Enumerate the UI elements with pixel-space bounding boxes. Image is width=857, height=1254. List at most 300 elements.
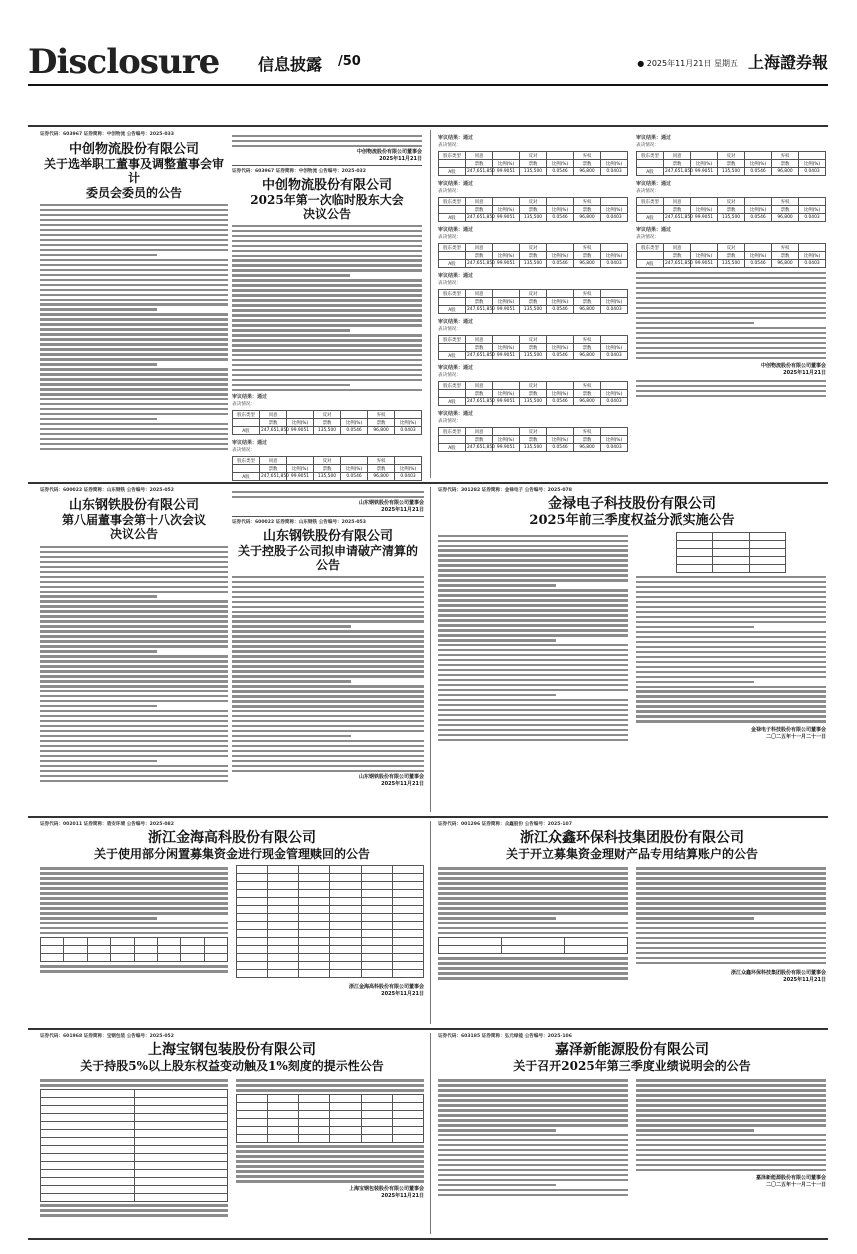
text-line bbox=[40, 591, 228, 593]
vote-cell bbox=[601, 244, 628, 252]
vote-cell: 247,651,850 bbox=[467, 215, 495, 220]
text-line bbox=[232, 145, 422, 147]
text-line bbox=[636, 1169, 826, 1171]
vote-cell: 票数 bbox=[574, 390, 601, 398]
vote-cell: 股东类型 bbox=[233, 457, 260, 465]
vote-cell: 0.0546 bbox=[745, 260, 772, 268]
text-line bbox=[636, 1124, 826, 1126]
text-line bbox=[438, 977, 628, 979]
vote-cell: 比例(%) bbox=[341, 465, 368, 473]
vote-cell: 99.9051 bbox=[493, 352, 520, 360]
vote-cell: 票数 bbox=[314, 419, 341, 427]
text-line bbox=[438, 579, 628, 581]
vote-cell bbox=[799, 198, 826, 206]
text-line bbox=[438, 704, 628, 706]
text-line bbox=[438, 619, 628, 621]
text-line bbox=[438, 674, 628, 676]
text-line bbox=[232, 720, 424, 722]
text-line bbox=[40, 403, 228, 405]
text-line bbox=[40, 675, 228, 677]
text-line bbox=[40, 1084, 228, 1086]
text-line bbox=[232, 354, 422, 356]
text-line bbox=[636, 937, 826, 939]
vote-cell: 比例(%) bbox=[691, 206, 718, 214]
text-line bbox=[636, 616, 826, 618]
vote-cell: A股 bbox=[637, 214, 664, 222]
text-line bbox=[40, 274, 228, 276]
vote-cell bbox=[439, 160, 466, 168]
text-line bbox=[232, 255, 422, 257]
text-line bbox=[232, 299, 422, 301]
announcement-shandong-liquidation bbox=[232, 488, 424, 812]
text-line bbox=[636, 282, 826, 284]
vote-cell: A股 bbox=[439, 214, 466, 222]
text-line bbox=[40, 423, 228, 425]
text-line bbox=[40, 970, 228, 972]
vote-cell: A股 bbox=[637, 260, 664, 268]
text-line bbox=[40, 917, 157, 919]
text-line bbox=[232, 576, 424, 578]
text-line bbox=[636, 601, 826, 603]
vote-cell bbox=[691, 198, 718, 206]
text-line bbox=[636, 342, 826, 344]
vote-cell: 99.9051 bbox=[493, 168, 520, 176]
vote-cell: 比例(%) bbox=[691, 252, 718, 260]
signer: 上海宝钢包装股份有限公司董事会 bbox=[348, 1185, 424, 1192]
text-line bbox=[438, 644, 628, 646]
text-line bbox=[40, 338, 228, 340]
announcement-body bbox=[438, 957, 628, 979]
text-line bbox=[438, 689, 628, 691]
text-line bbox=[232, 725, 424, 727]
vote-cell: 99.9051 bbox=[493, 214, 520, 222]
announcement-body bbox=[40, 1079, 228, 1086]
text-line bbox=[236, 1155, 424, 1157]
stock-code-line: 证券代码：603967 证券简称：中创物流 公告编号：2025-033 bbox=[40, 132, 174, 137]
shareholder-table bbox=[676, 532, 786, 573]
sign-date: 2025年11月21日 bbox=[783, 977, 826, 984]
text-line bbox=[636, 671, 826, 673]
text-line bbox=[40, 965, 228, 967]
vote-cell: 比例(%) bbox=[287, 465, 314, 473]
text-line bbox=[636, 287, 826, 289]
text-line bbox=[438, 872, 628, 874]
vote-cell: 99.9051 bbox=[493, 306, 520, 314]
text-line bbox=[438, 1089, 628, 1091]
text-line bbox=[636, 1109, 826, 1111]
text-line bbox=[40, 259, 228, 261]
text-line bbox=[40, 705, 157, 707]
vote-cell: 弃权 bbox=[368, 457, 395, 465]
text-line bbox=[40, 887, 228, 889]
text-line bbox=[438, 719, 628, 721]
vote-cell bbox=[439, 298, 466, 306]
text-line bbox=[636, 636, 826, 638]
vote-cell: 比例(%) bbox=[745, 252, 772, 260]
text-line bbox=[232, 491, 424, 493]
vote-cell bbox=[547, 428, 574, 436]
text-line bbox=[438, 659, 628, 661]
text-line bbox=[40, 690, 228, 692]
text-line bbox=[636, 1159, 826, 1161]
vote-cell: 96,800 bbox=[574, 444, 601, 452]
vote-cell: 96,800 bbox=[772, 168, 799, 176]
text-line bbox=[40, 660, 228, 662]
vote-cell: 票数 bbox=[574, 206, 601, 214]
vote-cell bbox=[799, 152, 826, 160]
text-line bbox=[232, 334, 422, 336]
text-line bbox=[438, 887, 628, 889]
text-line bbox=[636, 312, 826, 314]
stock-code-line: 证券代码：600022 证券简称：山东钢铁 公告编号：2025-052 bbox=[40, 488, 174, 493]
vote-result-table bbox=[438, 427, 628, 452]
text-line bbox=[636, 581, 826, 583]
vote-cell: 弃权 bbox=[574, 152, 601, 160]
text-line bbox=[40, 363, 157, 365]
text-line bbox=[438, 917, 556, 919]
column-divider bbox=[430, 1033, 431, 1234]
vote-cell bbox=[799, 244, 826, 252]
vote-cell: 股东类型 bbox=[637, 152, 664, 160]
vote-cell: A股 bbox=[439, 260, 466, 268]
text-line bbox=[636, 656, 826, 658]
text-line bbox=[438, 882, 628, 884]
text-line bbox=[40, 1209, 228, 1211]
vote-results-column-b bbox=[636, 132, 826, 476]
vote-cell: 比例(%) bbox=[493, 252, 520, 260]
vote-cell: 同意 bbox=[260, 457, 287, 465]
vote-cell: 135,500 bbox=[520, 444, 547, 452]
text-line bbox=[232, 665, 424, 667]
vote-cell: 票数 bbox=[574, 252, 601, 260]
vote-cell bbox=[637, 252, 664, 260]
vote-cell: 同意 bbox=[466, 382, 493, 390]
vote-cell: 票数 bbox=[574, 160, 601, 168]
text-line bbox=[636, 357, 826, 359]
text-line bbox=[40, 735, 228, 737]
text-line bbox=[40, 219, 228, 221]
text-line bbox=[40, 383, 228, 385]
vote-result-table bbox=[636, 243, 826, 268]
announcement-title: 2025年前三季度权益分派实施公告 bbox=[529, 512, 735, 528]
text-line bbox=[236, 1150, 424, 1152]
vote-cell: 票数 bbox=[466, 436, 493, 444]
text-line bbox=[40, 428, 228, 430]
text-line bbox=[232, 284, 422, 286]
text-line bbox=[40, 680, 228, 682]
text-line bbox=[40, 740, 228, 742]
text-line bbox=[636, 695, 826, 697]
text-line bbox=[232, 319, 422, 321]
vote-result-table bbox=[438, 151, 628, 176]
announcement-body bbox=[438, 867, 628, 934]
text-line bbox=[40, 720, 228, 722]
text-line bbox=[636, 352, 826, 354]
vote-cell: 247,651,850 bbox=[665, 169, 693, 174]
vote-cell: 股东类型 bbox=[439, 428, 466, 436]
text-line bbox=[232, 250, 422, 252]
column-divider bbox=[430, 821, 431, 1024]
text-line bbox=[40, 1214, 228, 1216]
text-line bbox=[40, 892, 228, 894]
text-line bbox=[636, 1079, 826, 1081]
text-line bbox=[232, 670, 424, 672]
text-line bbox=[438, 1109, 628, 1111]
text-line bbox=[40, 615, 228, 617]
text-line bbox=[232, 279, 422, 281]
text-line bbox=[40, 204, 228, 206]
vote-cell: 票数 bbox=[520, 206, 547, 214]
text-line bbox=[40, 872, 228, 874]
text-line bbox=[438, 694, 556, 696]
vote-cell: 票数 bbox=[520, 160, 547, 168]
text-line bbox=[232, 240, 422, 242]
sign-date: 2025年11月21日 bbox=[381, 1192, 424, 1199]
text-line bbox=[636, 942, 826, 944]
page-bottom-rule bbox=[28, 1238, 828, 1240]
text-line bbox=[232, 304, 422, 306]
text-line bbox=[232, 685, 424, 687]
vote-caption: 审议结果：通过 bbox=[232, 394, 268, 401]
vote-cell: 135,500 bbox=[520, 260, 547, 268]
vote-caption: 审议结果：通过 bbox=[438, 273, 474, 279]
vote-cell: 比例(%) bbox=[745, 160, 772, 168]
text-line bbox=[636, 700, 826, 702]
vote-cell bbox=[493, 428, 520, 436]
text-line bbox=[232, 640, 424, 642]
vote-cell: 比例(%) bbox=[547, 206, 574, 214]
text-line bbox=[636, 317, 826, 319]
text-line bbox=[636, 292, 826, 294]
vote-cell: 票数 bbox=[574, 344, 601, 352]
text-line bbox=[40, 284, 228, 286]
announcement-jinhai-redemption bbox=[40, 822, 424, 1024]
text-line bbox=[636, 1129, 754, 1131]
vote-cell: 弃权 bbox=[574, 382, 601, 390]
text-line bbox=[40, 902, 228, 904]
text-line bbox=[636, 385, 826, 387]
company-name: 山东钢铁股份有限公司 bbox=[68, 498, 199, 513]
company-name: 山东钢铁股份有限公司 bbox=[262, 528, 393, 544]
text-line bbox=[438, 1084, 628, 1086]
text-line bbox=[232, 359, 422, 361]
section-divider bbox=[28, 1028, 828, 1030]
vote-check-label: 表决情况： bbox=[438, 235, 461, 240]
vote-cell: 135,500 bbox=[314, 473, 341, 481]
text-line bbox=[40, 780, 228, 782]
vote-cell: 0.0546 bbox=[547, 260, 574, 268]
company-name: 金禄电子科技股份有限公司 bbox=[548, 496, 716, 512]
announcement-body bbox=[236, 1079, 424, 1091]
text-line bbox=[438, 1144, 628, 1146]
announcement-title: 2025年第一次临时股东大会 bbox=[250, 193, 404, 208]
column-divider bbox=[430, 130, 431, 478]
text-line bbox=[232, 690, 424, 692]
vote-cell bbox=[547, 152, 574, 160]
text-line bbox=[40, 665, 228, 667]
vote-cell: 0.0546 bbox=[547, 352, 574, 360]
text-line bbox=[232, 369, 422, 371]
issue-date: ● 2025年11月21日 星期五 bbox=[637, 59, 738, 68]
vote-table bbox=[438, 318, 628, 360]
vote-cell bbox=[439, 436, 466, 444]
vote-cell bbox=[493, 152, 520, 160]
text-line bbox=[636, 892, 826, 894]
text-line bbox=[40, 907, 228, 909]
vote-cell: 99.9051 bbox=[691, 214, 718, 222]
redemption-table bbox=[40, 937, 228, 962]
text-line bbox=[40, 765, 228, 767]
text-line bbox=[438, 1094, 628, 1096]
vote-cell: 比例(%) bbox=[601, 252, 628, 260]
text-line bbox=[438, 549, 628, 551]
text-line bbox=[40, 343, 228, 345]
vote-result-table bbox=[636, 151, 826, 176]
text-line bbox=[636, 927, 826, 929]
vote-cell: 0.0403 bbox=[601, 260, 628, 268]
text-line bbox=[40, 605, 228, 607]
text-line bbox=[40, 927, 228, 929]
vote-cell bbox=[547, 290, 574, 298]
text-line bbox=[232, 630, 424, 632]
vote-cell bbox=[547, 198, 574, 206]
vote-cell: 96,800 bbox=[772, 260, 799, 268]
vote-cell: 135,500 bbox=[520, 306, 547, 314]
vote-cell: 96,800 bbox=[574, 214, 601, 222]
text-line bbox=[438, 1104, 628, 1106]
vote-cell: 135,500 bbox=[718, 260, 745, 268]
text-line bbox=[40, 378, 228, 380]
vote-cell bbox=[691, 152, 718, 160]
sign-date: 2025年11月21日 bbox=[783, 370, 826, 377]
text-line bbox=[232, 645, 424, 647]
text-line bbox=[232, 309, 422, 311]
vote-cell: 135,500 bbox=[718, 168, 745, 176]
column-divider bbox=[430, 487, 431, 812]
vote-cell bbox=[601, 336, 628, 344]
text-line bbox=[40, 867, 228, 869]
announcement-title: 关于选举职工董事及调整董事会审计 bbox=[43, 157, 224, 186]
vote-cell: 同意 bbox=[466, 290, 493, 298]
vote-cell: 135,500 bbox=[520, 168, 547, 176]
vote-cell bbox=[493, 290, 520, 298]
text-line bbox=[40, 244, 228, 246]
separator bbox=[232, 516, 424, 517]
text-line bbox=[438, 1179, 628, 1181]
text-line bbox=[438, 1154, 628, 1156]
vote-cell: 比例(%) bbox=[799, 206, 826, 214]
vote-cell: 股东类型 bbox=[439, 152, 466, 160]
text-line bbox=[636, 872, 826, 874]
text-line bbox=[438, 714, 628, 716]
text-line bbox=[232, 496, 424, 498]
vote-cell bbox=[601, 428, 628, 436]
vote-caption: 审议结果：通过 bbox=[438, 227, 474, 233]
sign-date: 二〇二五年十一月二十一日 bbox=[765, 733, 826, 740]
text-line bbox=[232, 339, 422, 341]
text-line bbox=[636, 962, 826, 964]
text-line bbox=[438, 892, 628, 894]
vote-cell: 同意 bbox=[466, 244, 493, 252]
text-line bbox=[438, 927, 628, 929]
announcement-body bbox=[40, 867, 228, 934]
announcement-title: 关于控股子公司拟申请破产清算的 bbox=[237, 544, 418, 559]
vote-cell: 反对 bbox=[520, 428, 547, 436]
vote-caption: 审议结果：通过 bbox=[232, 440, 268, 447]
text-line bbox=[40, 373, 228, 375]
text-line bbox=[40, 750, 228, 752]
text-line bbox=[438, 599, 628, 601]
text-line bbox=[232, 635, 424, 637]
text-line bbox=[232, 379, 422, 381]
vote-cell: 0.0403 bbox=[799, 214, 826, 222]
vote-cell: 票数 bbox=[368, 465, 395, 473]
vote-cell bbox=[439, 344, 466, 352]
text-line bbox=[40, 438, 228, 440]
announcement-body bbox=[40, 965, 228, 972]
page-header bbox=[28, 44, 828, 86]
vote-cell: 票数 bbox=[466, 390, 493, 398]
account-table bbox=[438, 937, 628, 954]
text-line bbox=[438, 1174, 628, 1176]
text-line bbox=[40, 353, 228, 355]
announcement-body bbox=[232, 491, 424, 498]
text-line bbox=[438, 739, 628, 741]
text-line bbox=[636, 641, 826, 643]
vote-check-label: 表决情况： bbox=[438, 419, 461, 424]
vote-check-label: 表决情况： bbox=[232, 448, 255, 454]
text-line bbox=[232, 750, 424, 752]
stock-code-line: 证券代码：002011 证券简称：盾安环境 公告编号：2025-082 bbox=[40, 822, 174, 827]
text-line bbox=[636, 1104, 826, 1106]
vote-cell: 弃权 bbox=[772, 198, 799, 206]
vote-results-column-a bbox=[438, 132, 628, 476]
vote-cell: 0.0546 bbox=[547, 168, 574, 176]
vote-cell: 票数 bbox=[466, 252, 493, 260]
disclosure-banner: Disclosure bbox=[28, 42, 220, 82]
text-line bbox=[40, 755, 228, 757]
vote-cell: 反对 bbox=[718, 198, 745, 206]
text-line bbox=[40, 1079, 228, 1081]
vote-result-table bbox=[438, 289, 628, 314]
announcement-body bbox=[40, 546, 228, 783]
vote-check-label: 表决情况： bbox=[636, 235, 659, 240]
text-line bbox=[236, 1165, 424, 1167]
vote-cell: 比例(%) bbox=[493, 160, 520, 168]
announcement-body bbox=[438, 1079, 628, 1196]
vote-cell: 票数 bbox=[664, 160, 691, 168]
announcement-jiaze-briefing bbox=[438, 1034, 826, 1234]
section-divider bbox=[28, 816, 828, 818]
text-line bbox=[636, 277, 826, 279]
text-line bbox=[40, 670, 228, 672]
text-line bbox=[232, 364, 422, 366]
vote-cell: 反对 bbox=[718, 244, 745, 252]
text-line bbox=[232, 695, 424, 697]
vote-cell: 96,800 bbox=[574, 306, 601, 314]
text-line bbox=[232, 606, 424, 608]
text-line bbox=[438, 554, 628, 556]
text-line bbox=[438, 540, 628, 542]
vote-caption: 审议结果：通过 bbox=[636, 135, 672, 141]
text-line bbox=[438, 709, 628, 711]
text-line bbox=[636, 586, 826, 588]
announcement-body bbox=[232, 225, 422, 392]
text-line bbox=[40, 650, 157, 652]
vote-result-table bbox=[438, 197, 628, 222]
vote-cell: 票数 bbox=[466, 344, 493, 352]
vote-cell: 股东类型 bbox=[439, 290, 466, 298]
